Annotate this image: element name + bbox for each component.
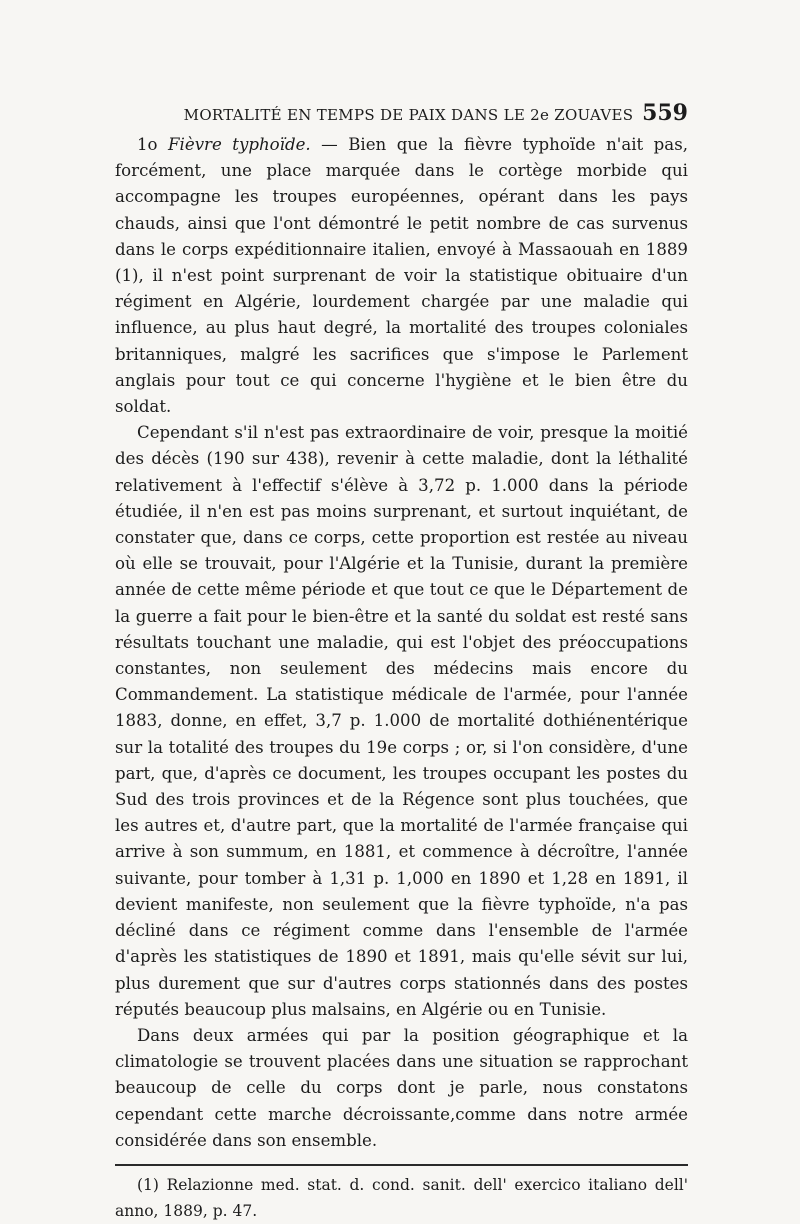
running-header [115,100,688,130]
running-title: MORTALITÉ EN TEMPS DE PAIX DANS LE 2e ZOUAVES [183,106,634,124]
footnote: (1) Relazionne med. stat. d. cond. sanit. dell' exercico italiano dell' anno, 1889, p. 47. [115,1175,688,1220]
paragraph: Cependant s'il n'est pas extraordinaire de voir, presque la moitié des décès (190 sur 438), revenir à cette maladie, dont la léthalité relativement à l'effectif s'élève à 3,72 p. 1.000 dans la période étudiée, il n'en est pas moins surprenant, et surtout inquiétant, de constater que, dans ce corps, cette proportion est restée au niveau où elle se trouvait, pour l'Algérie et la Tunisie, durant la première année de cette même période et que tout ce que le Département de la guerre a fait pour le bien-être et la santé du soldat est resté sans résultats touchant une maladie, qui est l'objet des préoccupations constantes, non seulement des médecins mais encore du Commandement. La statistique médicale de l'armée, pour l'année 1883, donne, en effet, 3,7 p. 1.000 de mortalité dothiénentérique sur la totalité des troupes du 19e corps ; or, si l'on considère, d'une part, que, d'après ce document, les troupes occupant les postes du Sud des trois provinces et de la Régence sont plus touchées, que les autres et, d'autre part, que la mortalité de l'armée française qui arrive à son summum, en 1881, et commence à décroître, l'année suivante, pour tomber à 1,31 p. 1,000 en 1890 et 1,28 en 1891, il devient manifeste, non seulement que la fièvre typhoïde, n'a pas décliné dans ce régiment comme dans l'ensemble de l'armée d'après les statistiques de 1890 et 1891, mais qu'elle sévit sur lui, plus durement que sur d'autres corps stationnés dans des postes réputés beaucoup plus malsains, en Algérie ou en Tunisie. [115,423,688,1019]
section-heading: Fièvre typhoïde. [168,135,311,154]
page-number: 559 [642,100,688,126]
paragraph-typhoid [115,132,688,420]
section-number: 1o [137,135,158,154]
body-text [115,132,688,1154]
paragraph-text: — Bien que la fièvre typhoïde n'ait pas, forcément, une place marquée dans le cortège morbide qui accompagne les troupes européennes, opérant dans les pays chauds, ainsi que l'ont démontré le petit nombre de cas survenus dans le corps expéditionnaire italien, envoyé à Massaouah en 1889 (1), il n'est point surprenant de voir la statistique obituaire d'un régiment en Algérie, lourdement chargée par une maladie qui influence, au plus haut degré, la mortalité des troupes coloniales britanniques, malgré les sacrifices que s'impose le Parlement anglais pour tout ce qui concerne l'hygiène et le bien être du soldat. [115,135,688,417]
paragraph: Dans deux armées qui par la position géographique et la climatologie se trouvent placées dans une situation se rapprochant beaucoup de celle du corps dont je parle, nous constatons cependant cette marche décroissante,comme dans notre armée considérée dans son ensemble. [115,1025,688,1150]
footnote-divider [115,1164,688,1166]
